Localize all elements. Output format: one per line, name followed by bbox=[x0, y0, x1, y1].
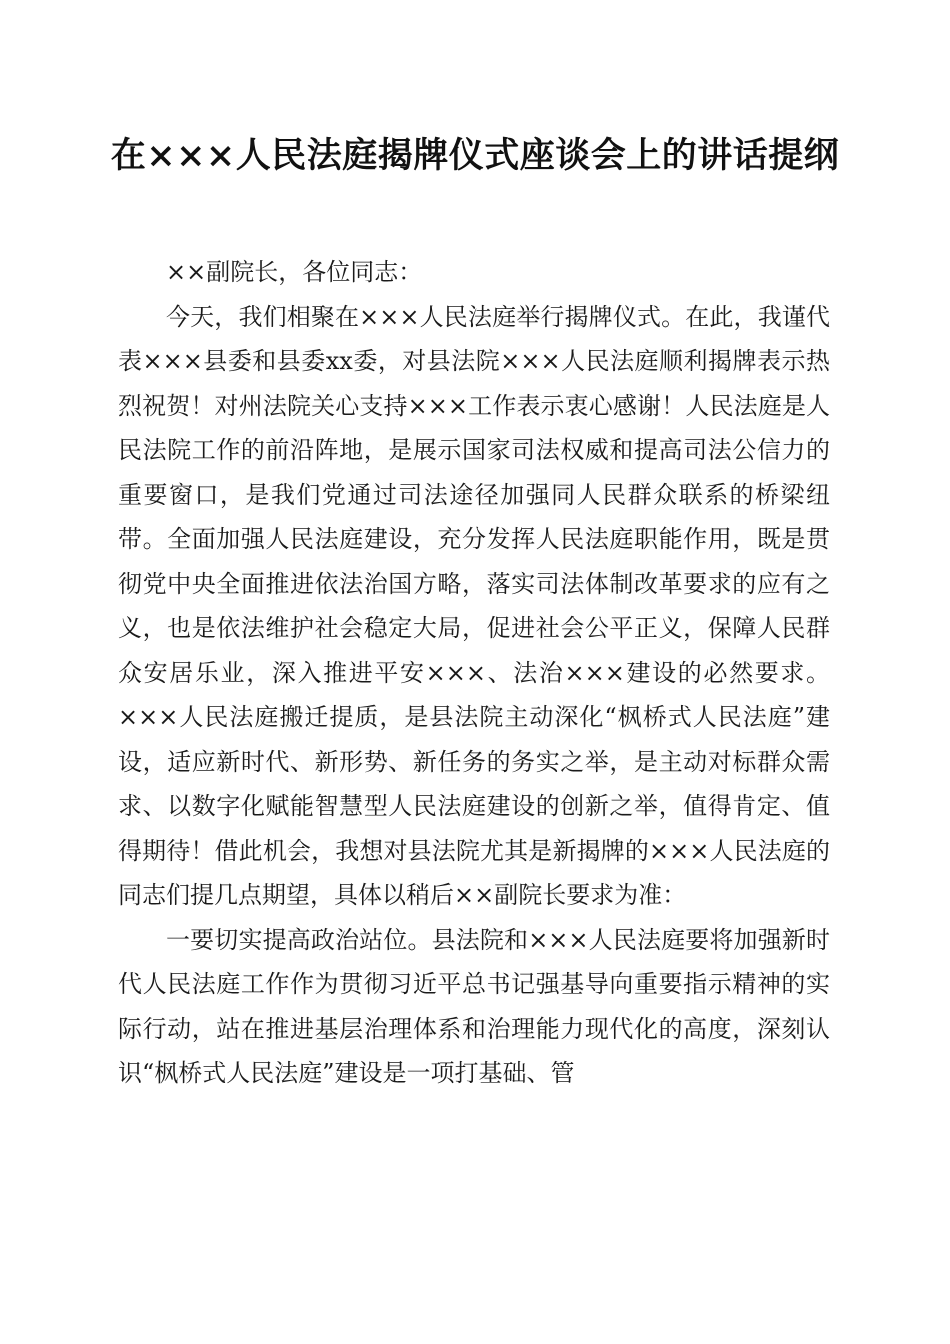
salutation-paragraph: ××副院长，各位同志： bbox=[166, 258, 423, 286]
document-body bbox=[118, 250, 830, 1096]
document-title: 在×××人民法庭揭牌仪式座谈会上的讲话提纲 bbox=[110, 135, 840, 176]
opening-paragraph: 今天，我们相聚在×××人民法庭举行揭牌仪式。在此，我谨代表×××县委和县委xx委，对县法院×××人民法庭顺利揭牌表示热烈祝贺！对州法院关心支持×××工作表示衷心感谢！人民法庭是人民法院工作的前沿阵地，是展示国家司法权威和提高司法公信力的重要窗口，是我们党通过司法途径加强同人民群众联系的桥梁纽带。全面加强人民法庭建设，充分发挥人民法庭职能作用，既是贯彻党中央全面推进依法治国方略，落实司法体制改革要求的应有之义，也是依法维护社会稳定大局，促进社会公平正义，保障人民群众安居乐业，深入推进平安×××、法治×××建设的必然要求。×××人民法庭搬迁提质，是县法院主动深化“枫桥式人民法庭”建设，适应新时代、新形势、新任务的务实之举，是主动对标群众需求、以数字化赋能智慧型人民法庭建设的创新之举，值得肯定、值得期待！借此机会，我想对县法院尤其是新揭牌的×××人民法庭的同志们提几点期望，具体以稍后××副院长要求为准： bbox=[118, 302, 830, 909]
point-one-paragraph: 一要切实提高政治站位。县法院和×××人民法庭要将加强新时代人民法庭工作作为贯彻习近平总书记强基导向重要指示精神的实际行动，站在推进基层治理体系和治理能力现代化的高度，深刻认识“枫桥式人民法庭”建设是一项打基础、管 bbox=[118, 925, 830, 1087]
